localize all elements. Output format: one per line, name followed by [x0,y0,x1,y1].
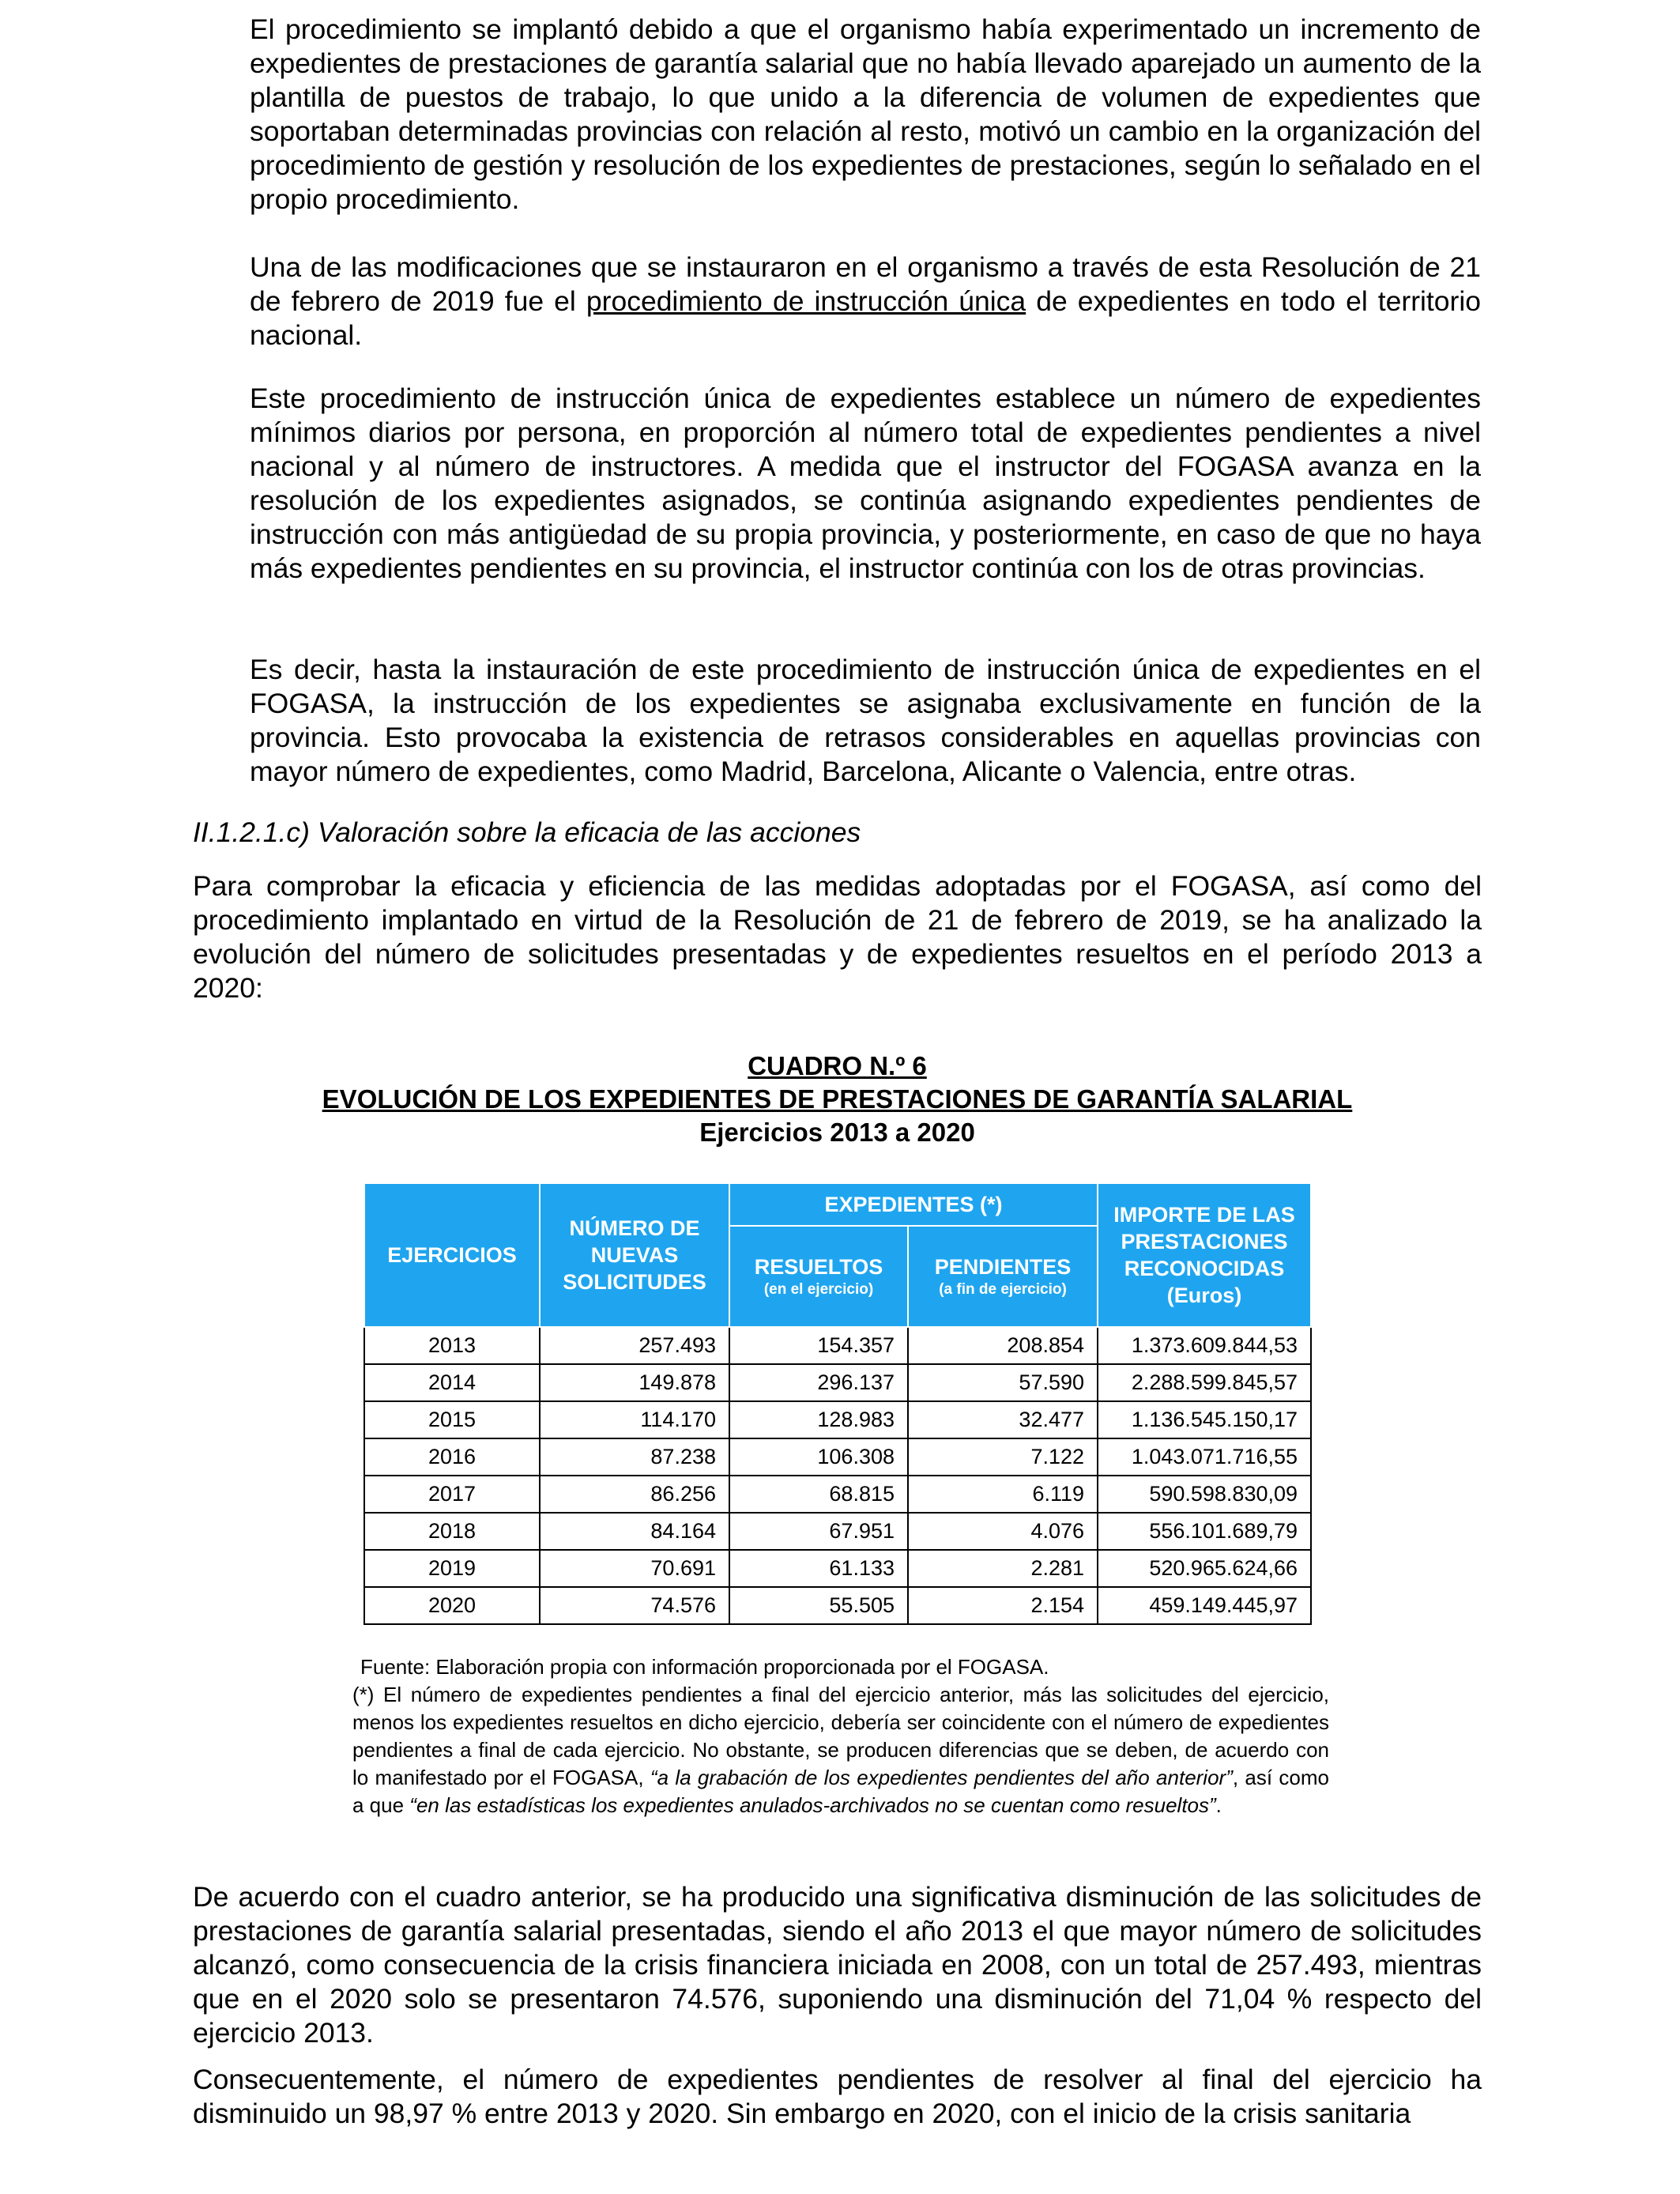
paragraph-instruccion-unica: Este procedimiento de instrucción única de expedientes establece un número de expedientes mínimos diarios por persona, en proporción al número total de expedientes pendientes a nivel nacional y al número de instructores. A medida que el instructor del FOGASA avanza en la resolución de los expedientes asignados, se continúa asignando expedientes pendientes de instrucción con más antigüedad de su propia provincia, y posteriormente, en caso de que no haya más expedientes pendientes en su provincia, el instructor continúa con los de otras provincias. [250,383,1481,584]
cell-year: 2020 [364,1587,540,1624]
table-row [364,1401,1311,1438]
cell-pendientes: 2.281 [908,1550,1098,1587]
cell-importe: 2.288.599.845,57 [1098,1364,1311,1401]
table-row [364,1438,1311,1476]
paragraph-consecuentemente: Consecuentemente, el número de expedientes pendientes de resolver al final del ejercicio ha disminuido un 98,97 % entre 2013 y 2020. Sin embargo en 2020, con el inicio de la crisis sanitaria [193,2064,1482,2129]
cell-resueltos: 68.815 [729,1476,908,1513]
cell-pendientes: 57.590 [908,1364,1098,1401]
cell-solicitudes: 84.164 [540,1513,729,1550]
cell-pendientes: 32.477 [908,1401,1098,1438]
footnote-text-b: , así como a que [352,1766,1329,1817]
cell-importe: 1.373.609.844,53 [1098,1327,1311,1364]
cell-resueltos: 154.357 [729,1327,908,1364]
table-row [364,1513,1311,1550]
table-row [364,1476,1311,1513]
footnote-text-c: . [1215,1793,1222,1817]
cell-resueltos: 55.505 [729,1587,908,1624]
cell-pendientes: 7.122 [908,1438,1098,1476]
cell-importe: 590.598.830,09 [1098,1476,1311,1513]
cell-year: 2013 [364,1327,540,1364]
table-subtitle: Ejercicios 2013 a 2020 [699,1118,975,1147]
footnote-text-a: (*) El número de expedientes pendientes a final del ejercicio anterior, más las solicitudes del ejercicio, menos los expedientes resueltos en dicho ejercicio, debería ser coincidente con el número de expedientes pendientes a final de cada ejercicio. No obstante, se producen diferencias que se deben, de acuerdo con lo manifestado por el FOGASA, [352,1683,1329,1789]
cell-importe: 1.043.071.716,55 [1098,1438,1311,1476]
section-heading: II.1.2.1.c) Valoración sobre la eficacia de las acciones [193,816,861,848]
header-ejercicios: EJERCICIOS [364,1183,540,1327]
cell-solicitudes: 86.256 [540,1476,729,1513]
cell-pendientes: 2.154 [908,1587,1098,1624]
table-row [364,1550,1311,1587]
paragraph-modificaciones [250,251,1481,352]
cell-solicitudes: 149.878 [540,1364,729,1401]
expedientes-table [363,1182,1312,1625]
cell-solicitudes: 257.493 [540,1327,729,1364]
cell-solicitudes: 74.576 [540,1587,729,1624]
table-number: CUADRO N.º 6 [748,1051,927,1080]
cell-year: 2016 [364,1438,540,1476]
cell-pendientes: 6.119 [908,1476,1098,1513]
cell-year: 2019 [364,1550,540,1587]
cell-resueltos: 128.983 [729,1401,908,1438]
table-notes [352,1653,1329,1819]
paragraph-procedimiento: El procedimiento se implantó debido a que el organismo había experimentado un incremento de expedientes de prestaciones de garantía salarial que no había llevado aparejado un aumento de la plantilla de puestos de trabajo, lo que unido a la diferencia de volumen de expedientes que soportaban determinadas provincias con relación al resto, motivó un cambio en la organización del procedimiento de gestión y resolución de los expedientes de prestaciones, según lo señalado en el propio procedimiento. [250,13,1481,215]
cell-resueltos: 296.137 [729,1364,908,1401]
table-row [364,1364,1311,1401]
footnote-quote-1: “a la grabación de los expedientes pendientes del año anterior” [650,1766,1233,1789]
cell-pendientes: 4.076 [908,1513,1098,1550]
paragraph-es-decir: Es decir, hasta la instauración de este procedimiento de instrucción única de expedientes en el FOGASA, la instrucción de los expedientes se asignaba exclusivamente en función de la provincia. Esto provocaba la existencia de retrasos considerables en aquellas provincias con mayor número de expedientes, como Madrid, Barcelona, Alicante o Valencia, entre otras. [250,654,1481,787]
header-pendientes-label: PENDIENTES [934,1255,1072,1279]
cell-pendientes: 208.854 [908,1327,1098,1364]
table-title-block [193,1050,1482,1149]
header-importe: IMPORTE DE LAS PRESTACIONES RECONOCIDAS (Euros) [1098,1183,1311,1327]
paragraph-modificaciones-text-a: Una de las modificaciones que se instauraron en el organismo a través de esta Resolución de 21 de febrero de 2019 fue el [250,251,1481,317]
cell-resueltos: 106.308 [729,1438,908,1476]
cell-importe: 1.136.545.150,17 [1098,1401,1311,1438]
cell-year: 2017 [364,1476,540,1513]
paragraph-comprobar: Para comprobar la eficacia y eficiencia de las medidas adoptadas por el FOGASA, así como del procedimiento implantado en virtud de la Resolución de 21 de febrero de 2019, se ha analizado la evolución del número de solicitudes presentadas y de expedientes resueltos en el período 2013 a 2020: [193,870,1482,1004]
cell-importe: 556.101.689,79 [1098,1513,1311,1550]
table-row [364,1327,1311,1364]
cell-solicitudes: 114.170 [540,1401,729,1438]
cell-year: 2015 [364,1401,540,1438]
table-source: Fuente: Elaboración propia con información proporcionada por el FOGASA. [360,1655,1049,1679]
table-row [364,1587,1311,1624]
header-resueltos-sub: (en el ejercicio) [763,1281,874,1298]
paragraph-de-acuerdo: De acuerdo con el cuadro anterior, se ha producido una significativa disminución de las solicitudes de prestaciones de garantía salarial presentadas, siendo el año 2013 el que mayor número de solicitudes alcanzó, como consecuencia de la crisis financiera iniciada en 2008, con un total de 257.493, mientras que en el 2020 solo se presentaron 74.576, suponiendo una disminución del 71,04 % respecto del ejercicio 2013. [193,1881,1482,2049]
header-pendientes [908,1226,1098,1327]
header-resueltos-label: RESUELTOS [754,1255,883,1279]
footnote-quote-2: “en las estadísticas los expedientes anulados-archivados no se cuentan como resueltos” [409,1793,1216,1817]
cell-resueltos: 61.133 [729,1550,908,1587]
underlined-term: procedimiento de instrucción única [586,285,1026,317]
cell-importe: 459.149.445,97 [1098,1587,1311,1624]
cell-year: 2018 [364,1513,540,1550]
header-resueltos [729,1226,908,1327]
cell-solicitudes: 87.238 [540,1438,729,1476]
cell-year: 2014 [364,1364,540,1401]
header-solicitudes: NÚMERO DE NUEVAS SOLICITUDES [540,1183,729,1327]
cell-importe: 520.965.624,66 [1098,1550,1311,1587]
cell-solicitudes: 70.691 [540,1550,729,1587]
table-title: EVOLUCIÓN DE LOS EXPEDIENTES DE PRESTACIONES DE GARANTÍA SALARIAL [322,1084,1353,1114]
table-footnote [352,1681,1329,1819]
header-pendientes-sub: (a fin de ejercicio) [939,1281,1067,1298]
header-expedientes: EXPEDIENTES (*) [729,1183,1098,1226]
cell-resueltos: 67.951 [729,1513,908,1550]
paragraph-modificaciones-text-b: de expedientes en todo el territorio nacional. [250,285,1481,351]
